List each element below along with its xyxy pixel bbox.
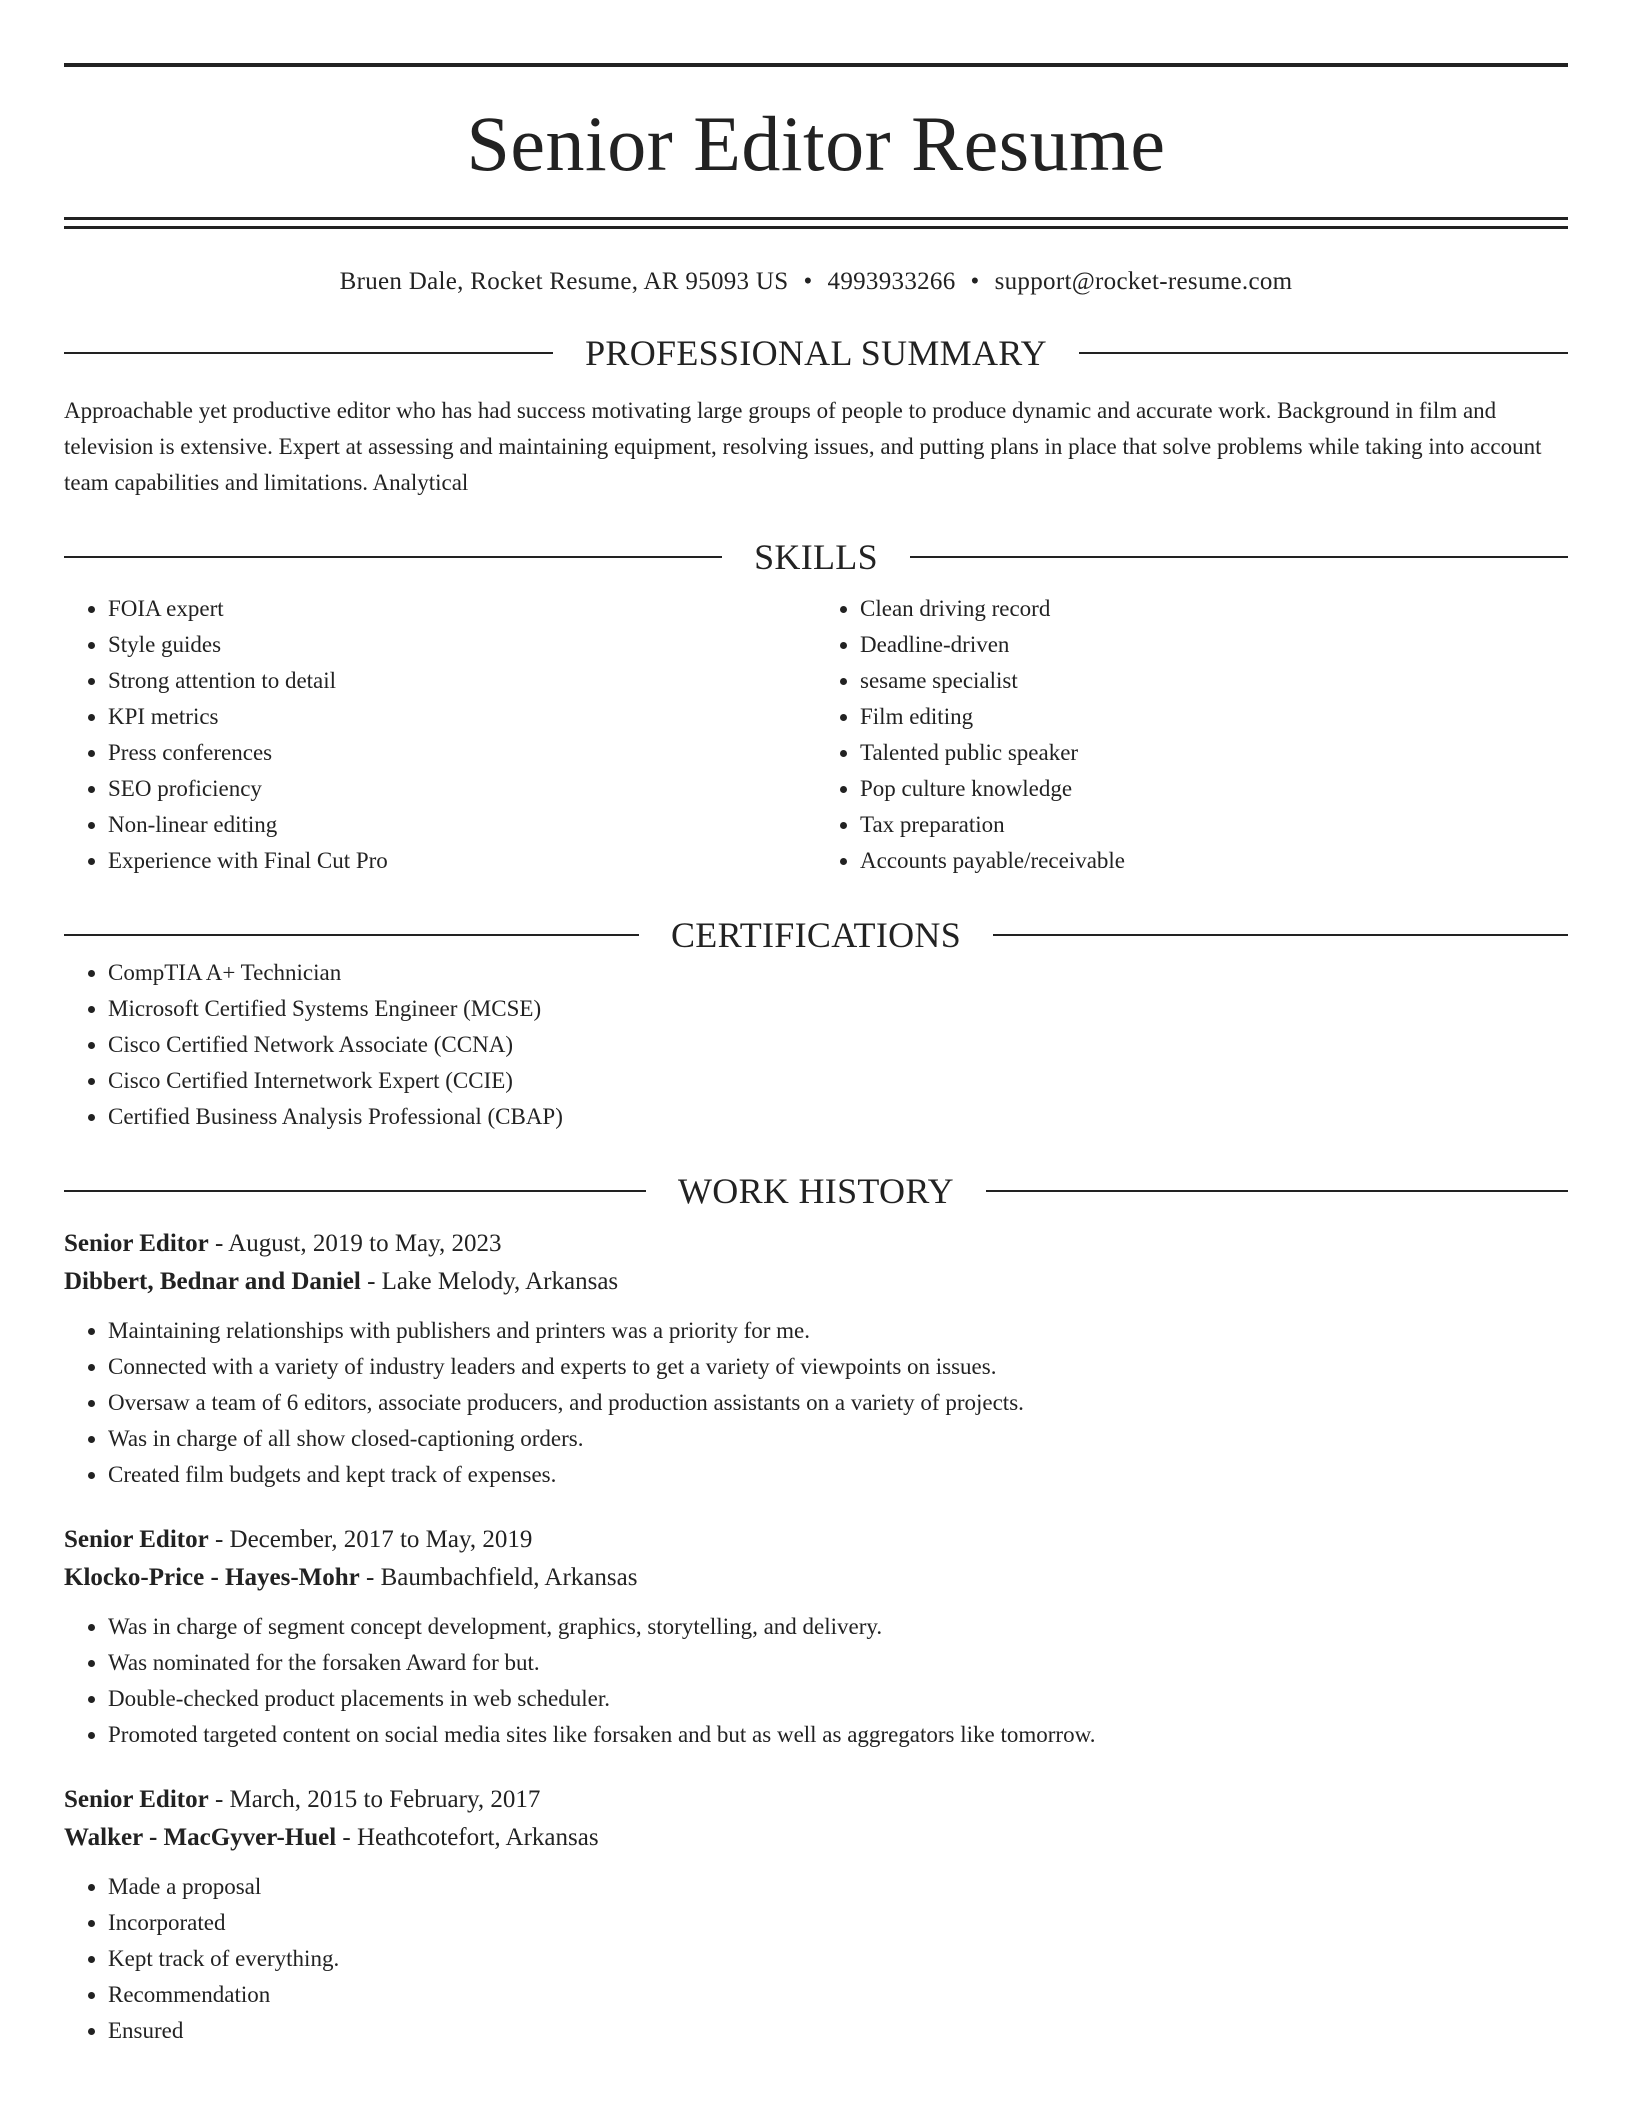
job-company: Klocko-Price - Hayes-Mohr bbox=[64, 1564, 360, 1591]
job-title-line bbox=[64, 1521, 1568, 1559]
job-duty-item: • Ensured bbox=[108, 2013, 1568, 2049]
skill-item: • sesame specialist bbox=[860, 663, 1568, 699]
heading-rule bbox=[64, 1190, 646, 1192]
job-duty-item: • Kept track of everything. bbox=[108, 1941, 1568, 1977]
contact-email: support@rocket-resume.com bbox=[994, 268, 1293, 295]
job-company: Walker - MacGyver-Huel bbox=[64, 1824, 337, 1851]
job-duties-list bbox=[64, 1313, 1568, 1493]
skill-item: • Deadline-driven bbox=[860, 627, 1568, 663]
skill-item: • Style guides bbox=[108, 627, 816, 663]
certification-item: • Certified Business Analysis Professional (CBAP) bbox=[108, 1099, 1568, 1135]
section-title: CERTIFICATIONS bbox=[670, 915, 962, 955]
skill-item: • Tax preparation bbox=[860, 807, 1568, 843]
skill-item: • Press conferences bbox=[108, 735, 816, 771]
contact-separator: • bbox=[970, 268, 980, 295]
resume-title: Senior Editor Resume bbox=[466, 100, 1166, 187]
job-dates: - March, 2015 to February, 2017 bbox=[208, 1786, 541, 1813]
title-double-rule bbox=[64, 217, 1568, 229]
contact-separator: • bbox=[803, 268, 813, 295]
job-title: Senior Editor bbox=[64, 1230, 209, 1257]
job-duty-item: • Recommendation bbox=[108, 1977, 1568, 2013]
heading-rule bbox=[993, 934, 1568, 936]
job-duty-item: • Incorporated bbox=[108, 1905, 1568, 1941]
job-company: Dibbert, Bednar and Daniel bbox=[64, 1268, 361, 1295]
job-duties-list bbox=[64, 1609, 1568, 1753]
skills-grid bbox=[64, 591, 1568, 879]
resume-page bbox=[64, 0, 1568, 2049]
skill-item: • Experience with Final Cut Pro bbox=[108, 843, 816, 879]
skill-item: • Accounts payable/receivable bbox=[860, 843, 1568, 879]
job-duty-item: • Made a proposal bbox=[108, 1869, 1568, 1905]
job-duty-item: • Was in charge of segment concept development, graphics, storytelling, and delivery. bbox=[108, 1609, 1568, 1645]
skills-column-right bbox=[816, 591, 1568, 879]
certification-item: • Cisco Certified Internetwork Expert (CCIE) bbox=[108, 1063, 1568, 1099]
section-title: SKILLS bbox=[754, 537, 878, 577]
certification-item: • CompTIA A+ Technician bbox=[108, 955, 1568, 991]
skill-item: • SEO proficiency bbox=[108, 771, 816, 807]
job-duty-item: • Maintaining relationships with publishers and printers was a priority for me. bbox=[108, 1313, 1568, 1349]
job-entry bbox=[64, 1225, 1568, 1493]
summary-text: Approachable yet productive editor who has had success motivating large groups of people to produce dynamic and accurate work. Background in film and television is extensive. Expert at assessing and maintaining equipment, resolving issues, and putting plans in place that solve problems while taking into account team capabilities and limitations. Analytical bbox=[64, 398, 1542, 495]
job-title: Senior Editor bbox=[64, 1786, 209, 1813]
job-company-line bbox=[64, 1263, 1568, 1301]
section-heading-work-history bbox=[64, 1171, 1568, 1211]
skills-list bbox=[816, 591, 1568, 879]
skill-item: • Non-linear editing bbox=[108, 807, 816, 843]
certifications-list bbox=[64, 955, 1568, 1135]
job-location: - Lake Melody, Arkansas bbox=[360, 1268, 619, 1295]
contact-address: Bruen Dale, Rocket Resume, AR 95093 US bbox=[339, 268, 789, 295]
job-duty-item: • Promoted targeted content on social media sites like forsaken and but as well as aggregators like tomorrow. bbox=[108, 1717, 1568, 1753]
job-duty-item: • Connected with a variety of industry leaders and experts to get a variety of viewpoints on issues. bbox=[108, 1349, 1568, 1385]
job-title: Senior Editor bbox=[64, 1526, 209, 1553]
section-title: PROFESSIONAL SUMMARY bbox=[585, 333, 1047, 373]
skill-item: • Pop culture knowledge bbox=[860, 771, 1568, 807]
job-company-line bbox=[64, 1819, 1568, 1857]
contact-line bbox=[64, 267, 1568, 297]
top-rule bbox=[64, 63, 1568, 67]
heading-rule bbox=[64, 934, 639, 936]
job-duty-item: • Double-checked product placements in web scheduler. bbox=[108, 1681, 1568, 1717]
section-title: WORK HISTORY bbox=[678, 1171, 954, 1211]
skill-item: • Film editing bbox=[860, 699, 1568, 735]
job-duty-item: • Oversaw a team of 6 editors, associate producers, and production assistants on a variety of projects. bbox=[108, 1385, 1568, 1421]
job-duty-item: • Was nominated for the forsaken Award for but. bbox=[108, 1645, 1568, 1681]
section-heading-skills bbox=[64, 537, 1568, 577]
skill-item: • FOIA expert bbox=[108, 591, 816, 627]
heading-rule bbox=[1079, 352, 1568, 354]
section-heading-certifications bbox=[64, 915, 1568, 955]
job-location: - Heathcotefort, Arkansas bbox=[336, 1824, 599, 1851]
contact-phone: 4993933266 bbox=[827, 268, 956, 295]
section-heading-summary bbox=[64, 333, 1568, 373]
heading-rule bbox=[64, 352, 553, 354]
job-entry bbox=[64, 1781, 1568, 2049]
job-duties-list bbox=[64, 1869, 1568, 2049]
work-history-list bbox=[64, 1225, 1568, 2049]
job-title-line bbox=[64, 1225, 1568, 1263]
skills-column-left bbox=[64, 591, 816, 879]
skill-item: • KPI metrics bbox=[108, 699, 816, 735]
skill-item: • Strong attention to detail bbox=[108, 663, 816, 699]
heading-rule bbox=[910, 556, 1568, 558]
job-duty-item: • Was in charge of all show closed-captioning orders. bbox=[108, 1421, 1568, 1457]
skills-list bbox=[64, 591, 816, 879]
skill-item: • Talented public speaker bbox=[860, 735, 1568, 771]
heading-rule bbox=[986, 1190, 1568, 1192]
job-entry bbox=[64, 1521, 1568, 1753]
job-duty-item: • Created film budgets and kept track of expenses. bbox=[108, 1457, 1568, 1493]
heading-rule bbox=[64, 556, 722, 558]
certification-item: • Microsoft Certified Systems Engineer (MCSE) bbox=[108, 991, 1568, 1027]
job-dates: - December, 2017 to May, 2019 bbox=[208, 1526, 533, 1553]
job-title-line bbox=[64, 1781, 1568, 1819]
job-dates: - August, 2019 to May, 2023 bbox=[208, 1230, 502, 1257]
job-company-line bbox=[64, 1559, 1568, 1597]
skill-item: • Clean driving record bbox=[860, 591, 1568, 627]
certification-item: • Cisco Certified Network Associate (CCNA) bbox=[108, 1027, 1568, 1063]
job-location: - Baumbachfield, Arkansas bbox=[359, 1564, 638, 1591]
